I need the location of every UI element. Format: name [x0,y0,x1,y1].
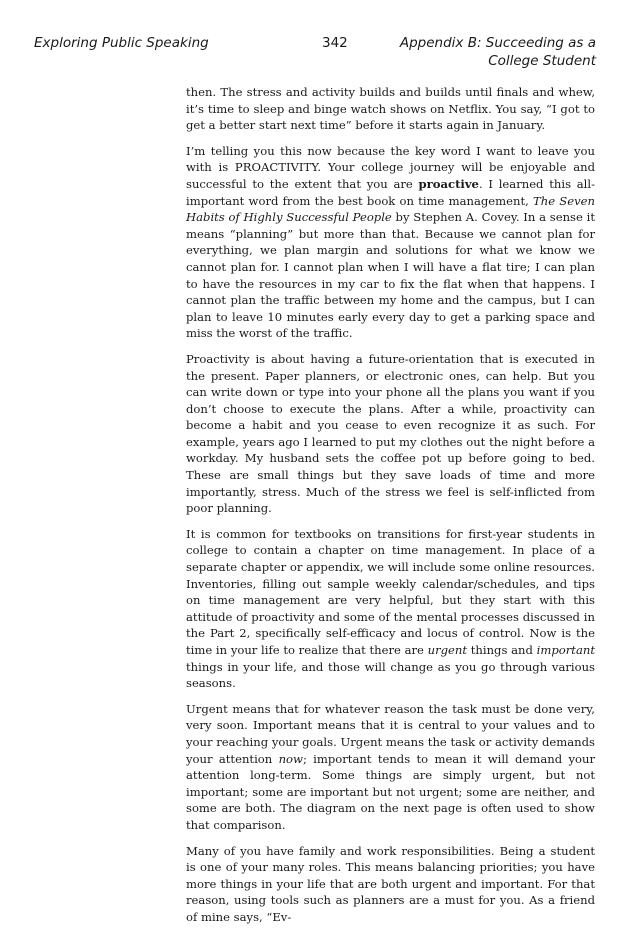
paragraph-2-text-c: by Stephen A. Covey. In a sense it means “planning” but more than that. Because we cannot plan for everything, we plan margin and solutions for what we know we cannot plan for. I cannot plan when I will have a flat tire; I can plan to have the resources in my car to fix the flat when that happens. I cannot plan the traffic between my home and the campus, but I can plan to leave 10 minutes early every day to get a parking space and miss the worst of the traffic. [186,210,595,341]
body-text [186,84,595,935]
proactive-emphasis: proactive [418,176,479,191]
page-number: 342 [322,35,348,51]
urgent-emphasis: urgent [427,643,468,657]
running-book-title: Exploring Public Speaking [34,35,209,51]
paragraph-6: Many of you have family and work responsibilities. Being a student is one of your many roles. This means balancing priorities; you have more things in your life that are both urgent and important. For that reason, using tools such as planners are a must for you. As a friend of mine says, “Ev- [186,843,595,924]
paragraph-1: then. The stress and activity builds and builds until finals and whew, it’s time to sleep and binge watch shows on Netflix. You say, “I got to get a better start next time” before it starts again in January. [186,85,595,133]
paragraph-5-text-b: ; important tends to mean it will demand your attention long-term. Some things are simply urgent, but not important; some are important but not urgent; some are neither, and some are both. The diagram on the next page is often used to show that comparison. [186,751,595,832]
paragraph-2-text-a: I’m telling you this now because the key word I want to leave you with is PROACTIVITY. Your college journey will be enjoyable and successful to the extent that you are [186,143,595,191]
section-title-line-2: College Student [488,53,596,69]
paragraph-2 [186,143,595,342]
paragraph-4-text-a: It is common for textbooks on transitions for first-year students in college to contain a chapter on time management. In place of a separate chapter or appendix, we will include some online resources. Inventories, filling out sample weekly calendar/schedules, and tips on time management are very helpful, but they start with this attitude of proactivity and some of the mental processes discussed in the Part 2, specifically self-efficacy and locus of control. Now is the time in your life to realize that there are [186,526,595,657]
paragraph-4-text-b: things and [467,643,537,657]
important-emphasis: important [536,643,595,657]
paragraph-5-text-a: Urgent means that for whatever reason the task must be done very, very soon. Important means that it is central to your values and to your reaching your goals. Urgent means the task or activity demands your attention [186,701,595,766]
page-header [34,34,596,74]
paragraph-3: Proactivity is about having a future-orientation that is executed in the present. Paper planners, or electronic ones, can help. But you can write down or type into your phone all the plans you want if you don’t choose to execute the plans. After a while, proactivity can become a habit and you cease to even recognize it as such. For example, years ago I learned to put my clothes out the night before a workday. My husband sets the coffee pot up before going to bed. These are small things but they save loads of time and more importantly, stress. Much of the stress we feel is self-inflicted from poor planning. [186,351,595,516]
paragraph-5 [186,701,595,834]
section-title-line-1: Appendix B: Succeeding as a [399,35,596,51]
book-title-citation: The Seven Habits of Highly Successful People [186,193,595,225]
running-section-title [396,34,596,70]
paragraph-4 [186,526,595,692]
now-emphasis: now [278,751,303,766]
paragraph-4-text-c: things in your life, and those will change as you go through various seasons. [186,659,595,691]
paragraph-2-text-b: . I learned this all-important word from the best book on time management, [186,176,596,208]
